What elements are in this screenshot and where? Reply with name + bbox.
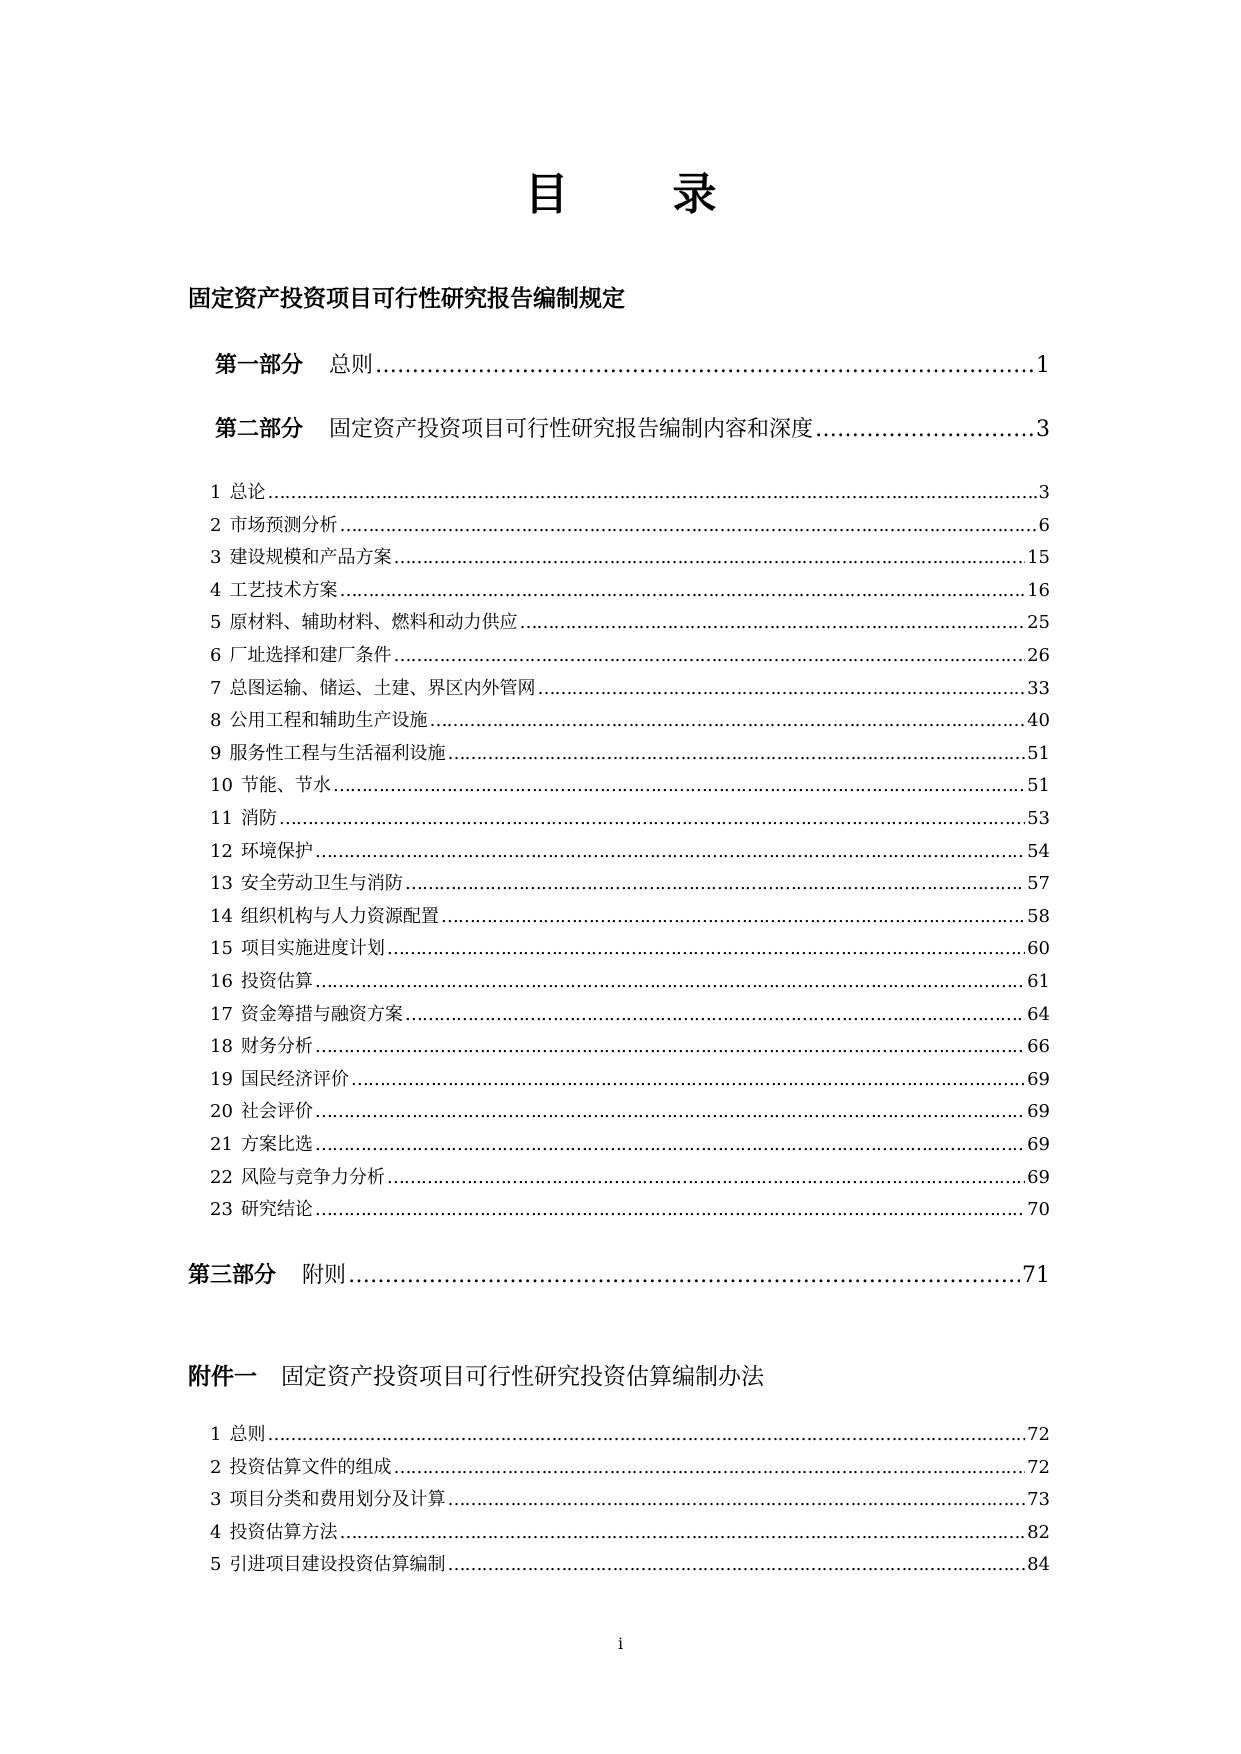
toc-item-12[interactable] [210,837,1050,863]
dot-leader [333,775,1025,796]
page-number: 51 [1027,775,1050,797]
dot-leader [315,841,1025,862]
item-number: 3 [210,1489,222,1511]
dot-leader [441,906,1025,927]
item-label: 总图运输、储运、土建、界区内外管网 [229,677,536,699]
part-number: 第一部分 [215,353,304,378]
item-label: 项目实施进度计划 [240,938,385,960]
toc-item-22[interactable] [210,1163,1050,1189]
dot-leader [279,808,1025,829]
dot-leader [405,873,1025,894]
toc-item-9[interactable] [210,739,1050,765]
toc-item-17[interactable] [210,1000,1050,1026]
item-label: 国民经济评价 [240,1068,349,1090]
item-label: 资金筹措与融资方案 [240,1003,403,1025]
toc-item-23[interactable] [210,1195,1050,1221]
page-number: 69 [1027,1068,1050,1090]
part-label: 总则 [329,353,374,378]
item-number: 3 [210,547,222,569]
dot-leader [267,482,1036,503]
item-label: 公用工程和辅助生产设施 [229,710,428,732]
dot-leader [339,1522,1025,1543]
footer-page-number: i [617,1634,624,1653]
item-label: 消防 [240,808,277,829]
item-label: 厂址选择和建厂条件 [229,645,392,666]
item-label: 风险与竞争力分析 [240,1166,385,1188]
part-number: 第三部分 [188,1263,277,1288]
annex-item-4[interactable] [210,1518,1050,1544]
dot-leader [815,417,1034,442]
annex-title: 固定资产投资项目可行性研究投资估算编制办法 [281,1364,764,1390]
dot-leader [447,743,1025,764]
dot-leader [315,971,1025,992]
annex-label: 附件一 [188,1364,257,1390]
item-label: 原材料、辅助材料、燃料和动力供应 [229,612,518,634]
dot-leader [267,1424,1025,1445]
page-number: 69 [1027,1134,1050,1155]
item-number: 19 [210,1068,233,1090]
toc-part-2[interactable] [215,412,1050,443]
page-number: 3 [1036,417,1050,442]
dot-leader [405,1004,1025,1025]
item-label: 节能、节水 [240,775,331,797]
item-label: 组织机构与人力资源配置 [240,905,439,927]
toc-item-4[interactable] [210,576,1050,602]
page-number: 72 [1027,1424,1050,1445]
item-label: 总论 [229,482,266,503]
item-number: 20 [210,1101,233,1123]
dot-leader [351,1069,1025,1090]
item-label: 环境保护 [240,840,313,862]
item-number: 11 [210,808,233,829]
page-number: 15 [1027,547,1050,569]
toc-item-3[interactable] [210,543,1050,569]
toc-item-11[interactable] [210,804,1050,830]
item-label: 投资估算 [240,971,313,992]
dot-leader [387,1167,1025,1188]
dot-leader [315,1036,1025,1057]
toc-item-10[interactable] [210,771,1050,797]
toc-item-13[interactable] [210,869,1050,895]
item-label: 财务分析 [240,1036,313,1058]
item-number: 4 [210,1521,222,1543]
toc-item-2[interactable] [210,511,1050,537]
item-label: 项目分类和费用划分及计算 [229,1489,446,1511]
toc-item-18[interactable] [210,1032,1050,1058]
dot-leader [348,1263,1020,1288]
part-number: 第二部分 [215,417,304,442]
item-label: 方案比选 [240,1134,313,1155]
annex-item-5[interactable] [210,1550,1050,1576]
page-number: 60 [1027,938,1050,960]
page-number: 53 [1027,808,1050,829]
item-number: 15 [210,938,233,960]
toc-item-15[interactable] [210,934,1050,960]
item-number: 2 [210,1456,222,1478]
page-number: 71 [1022,1263,1050,1288]
dot-leader [519,612,1025,633]
item-label: 建设规模和产品方案 [229,547,392,569]
dot-leader [393,547,1025,568]
annex-item-2[interactable] [210,1453,1050,1479]
page-number: 73 [1027,1489,1050,1511]
toc-part-3[interactable] [188,1258,1050,1289]
dot-leader [537,678,1025,699]
toc-item-7[interactable] [210,674,1050,700]
item-number: 9 [210,742,222,764]
page-number: 6 [1038,514,1050,536]
toc-item-8[interactable] [210,706,1050,732]
annex-item-1[interactable] [210,1420,1050,1446]
item-number: 10 [210,775,233,797]
part-label: 附则 [302,1263,347,1288]
page-number: 70 [1027,1199,1050,1221]
page-number: 33 [1027,677,1050,699]
item-label: 市场预测分析 [229,514,338,536]
page-number: 57 [1027,873,1050,895]
annex-heading [188,1358,764,1391]
toc-item-19[interactable] [210,1065,1050,1091]
item-number: 5 [210,1554,222,1576]
annex-item-3[interactable] [210,1485,1050,1511]
item-label: 社会评价 [240,1101,313,1123]
page-number: 64 [1027,1003,1050,1025]
item-number: 2 [210,514,222,536]
dot-leader [315,1101,1025,1122]
toc-item-21[interactable] [210,1130,1050,1156]
item-number: 8 [210,710,222,732]
item-number: 4 [210,579,222,601]
item-label: 投资估算方法 [229,1521,338,1543]
item-number: 12 [210,840,233,862]
toc-item-6[interactable] [210,641,1050,667]
dot-leader [429,710,1025,731]
item-number: 21 [210,1134,233,1155]
item-label: 安全劳动卫生与消防 [240,873,403,895]
item-label: 工艺技术方案 [229,579,338,601]
toc-item-5[interactable] [210,608,1050,634]
item-number: 16 [210,971,233,992]
dot-leader [447,1554,1025,1575]
item-number: 17 [210,1003,233,1025]
dot-leader [339,515,1036,536]
page-number: 26 [1027,645,1050,666]
page-number: 69 [1027,1101,1050,1123]
dot-leader [387,938,1025,959]
item-number: 23 [210,1199,233,1221]
toc-item-20[interactable] [210,1097,1050,1123]
dot-leader [339,580,1025,601]
item-number: 1 [210,482,222,503]
page-number: 82 [1027,1521,1050,1543]
toc-part-1[interactable] [215,348,1050,379]
page-number: 61 [1027,971,1050,992]
page-number: 84 [1027,1554,1050,1576]
page-number: 16 [1027,579,1050,601]
item-number: 14 [210,905,233,927]
item-number: 6 [210,645,222,666]
page-title: 目 录 [524,169,747,220]
document-heading: 固定资产投资项目可行性研究报告编制规定 [188,286,625,312]
page-number: 40 [1027,710,1050,732]
dot-leader [393,645,1025,666]
part-label: 固定资产投资项目可行性研究报告编制内容和深度 [329,417,814,442]
item-number: 13 [210,873,233,895]
dot-leader [375,353,1034,378]
page-number: 3 [1038,482,1050,503]
item-label: 引进项目建设投资估算编制 [229,1554,446,1576]
page-number: 58 [1027,905,1050,927]
page-number: 51 [1027,742,1050,764]
dot-leader [447,1489,1025,1510]
item-number: 22 [210,1166,233,1188]
dot-leader [393,1457,1025,1478]
item-label: 投资估算文件的组成 [229,1456,392,1478]
item-number: 5 [210,612,222,634]
page-number: 54 [1027,840,1050,862]
toc-item-16[interactable] [210,967,1050,993]
page-number: 69 [1027,1166,1050,1188]
item-label: 服务性工程与生活福利设施 [229,742,446,764]
dot-leader [315,1199,1025,1220]
dot-leader [315,1134,1025,1155]
page-number: 25 [1027,612,1050,634]
item-number: 1 [210,1424,222,1445]
page-number: 66 [1027,1036,1050,1058]
toc-item-14[interactable] [210,902,1050,928]
page-number: 72 [1027,1456,1050,1478]
item-label: 总则 [229,1424,266,1445]
item-number: 7 [210,677,222,699]
item-label: 研究结论 [240,1199,313,1221]
toc-item-1[interactable] [210,478,1050,504]
item-number: 18 [210,1036,233,1058]
page-number: 1 [1036,353,1050,378]
